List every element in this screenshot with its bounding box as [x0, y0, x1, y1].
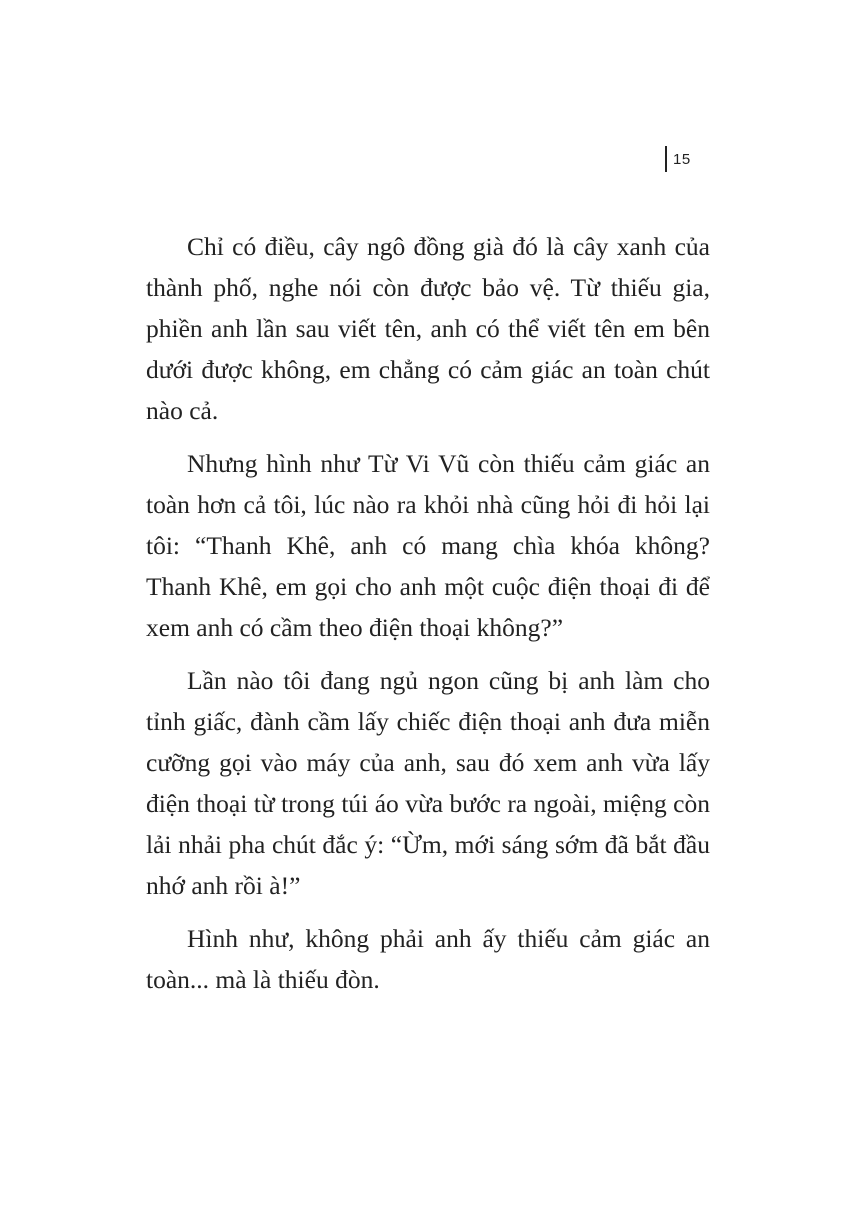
page-number: 15	[673, 150, 691, 168]
paragraph: Chỉ có điều, cây ngô đồng già đó là cây xanh của thành phố, nghe nói còn được bảo vệ. Từ thiếu gia, phiền anh lần sau viết tên, anh có thể viết tên em bên dưới được không, em chẳng có cảm giác an toàn chút nào cả.	[146, 232, 710, 425]
page-number-rule	[665, 146, 667, 172]
paragraph: Nhưng hình như Từ Vi Vũ còn thiếu cảm giác an toàn hơn cả tôi, lúc nào ra khỏi nhà cũng hỏi đi hỏi lại tôi: “Thanh Khê, anh có mang chìa khóa không? Thanh Khê, em gọi cho anh một cuộc điện thoại đi để xem anh có cầm theo điện thoại không?”	[146, 449, 710, 642]
page-number-header	[665, 146, 691, 172]
paragraph: Hình như, không phải anh ấy thiếu cảm giác an toàn... mà là thiếu đòn.	[146, 924, 710, 994]
paragraph: Lần nào tôi đang ngủ ngon cũng bị anh làm cho tỉnh giấc, đành cầm lấy chiếc điện thoại anh đưa miễn cưỡng gọi vào máy của anh, sau đó xem anh vừa lấy điện thoại từ trong túi áo vừa bước ra ngoài, miệng còn lải nhải pha chút đắc ý: “Ừm, mới sáng sớm đã bắt đầu nhớ anh rồi à!”	[146, 666, 710, 900]
body-text	[146, 226, 710, 1012]
